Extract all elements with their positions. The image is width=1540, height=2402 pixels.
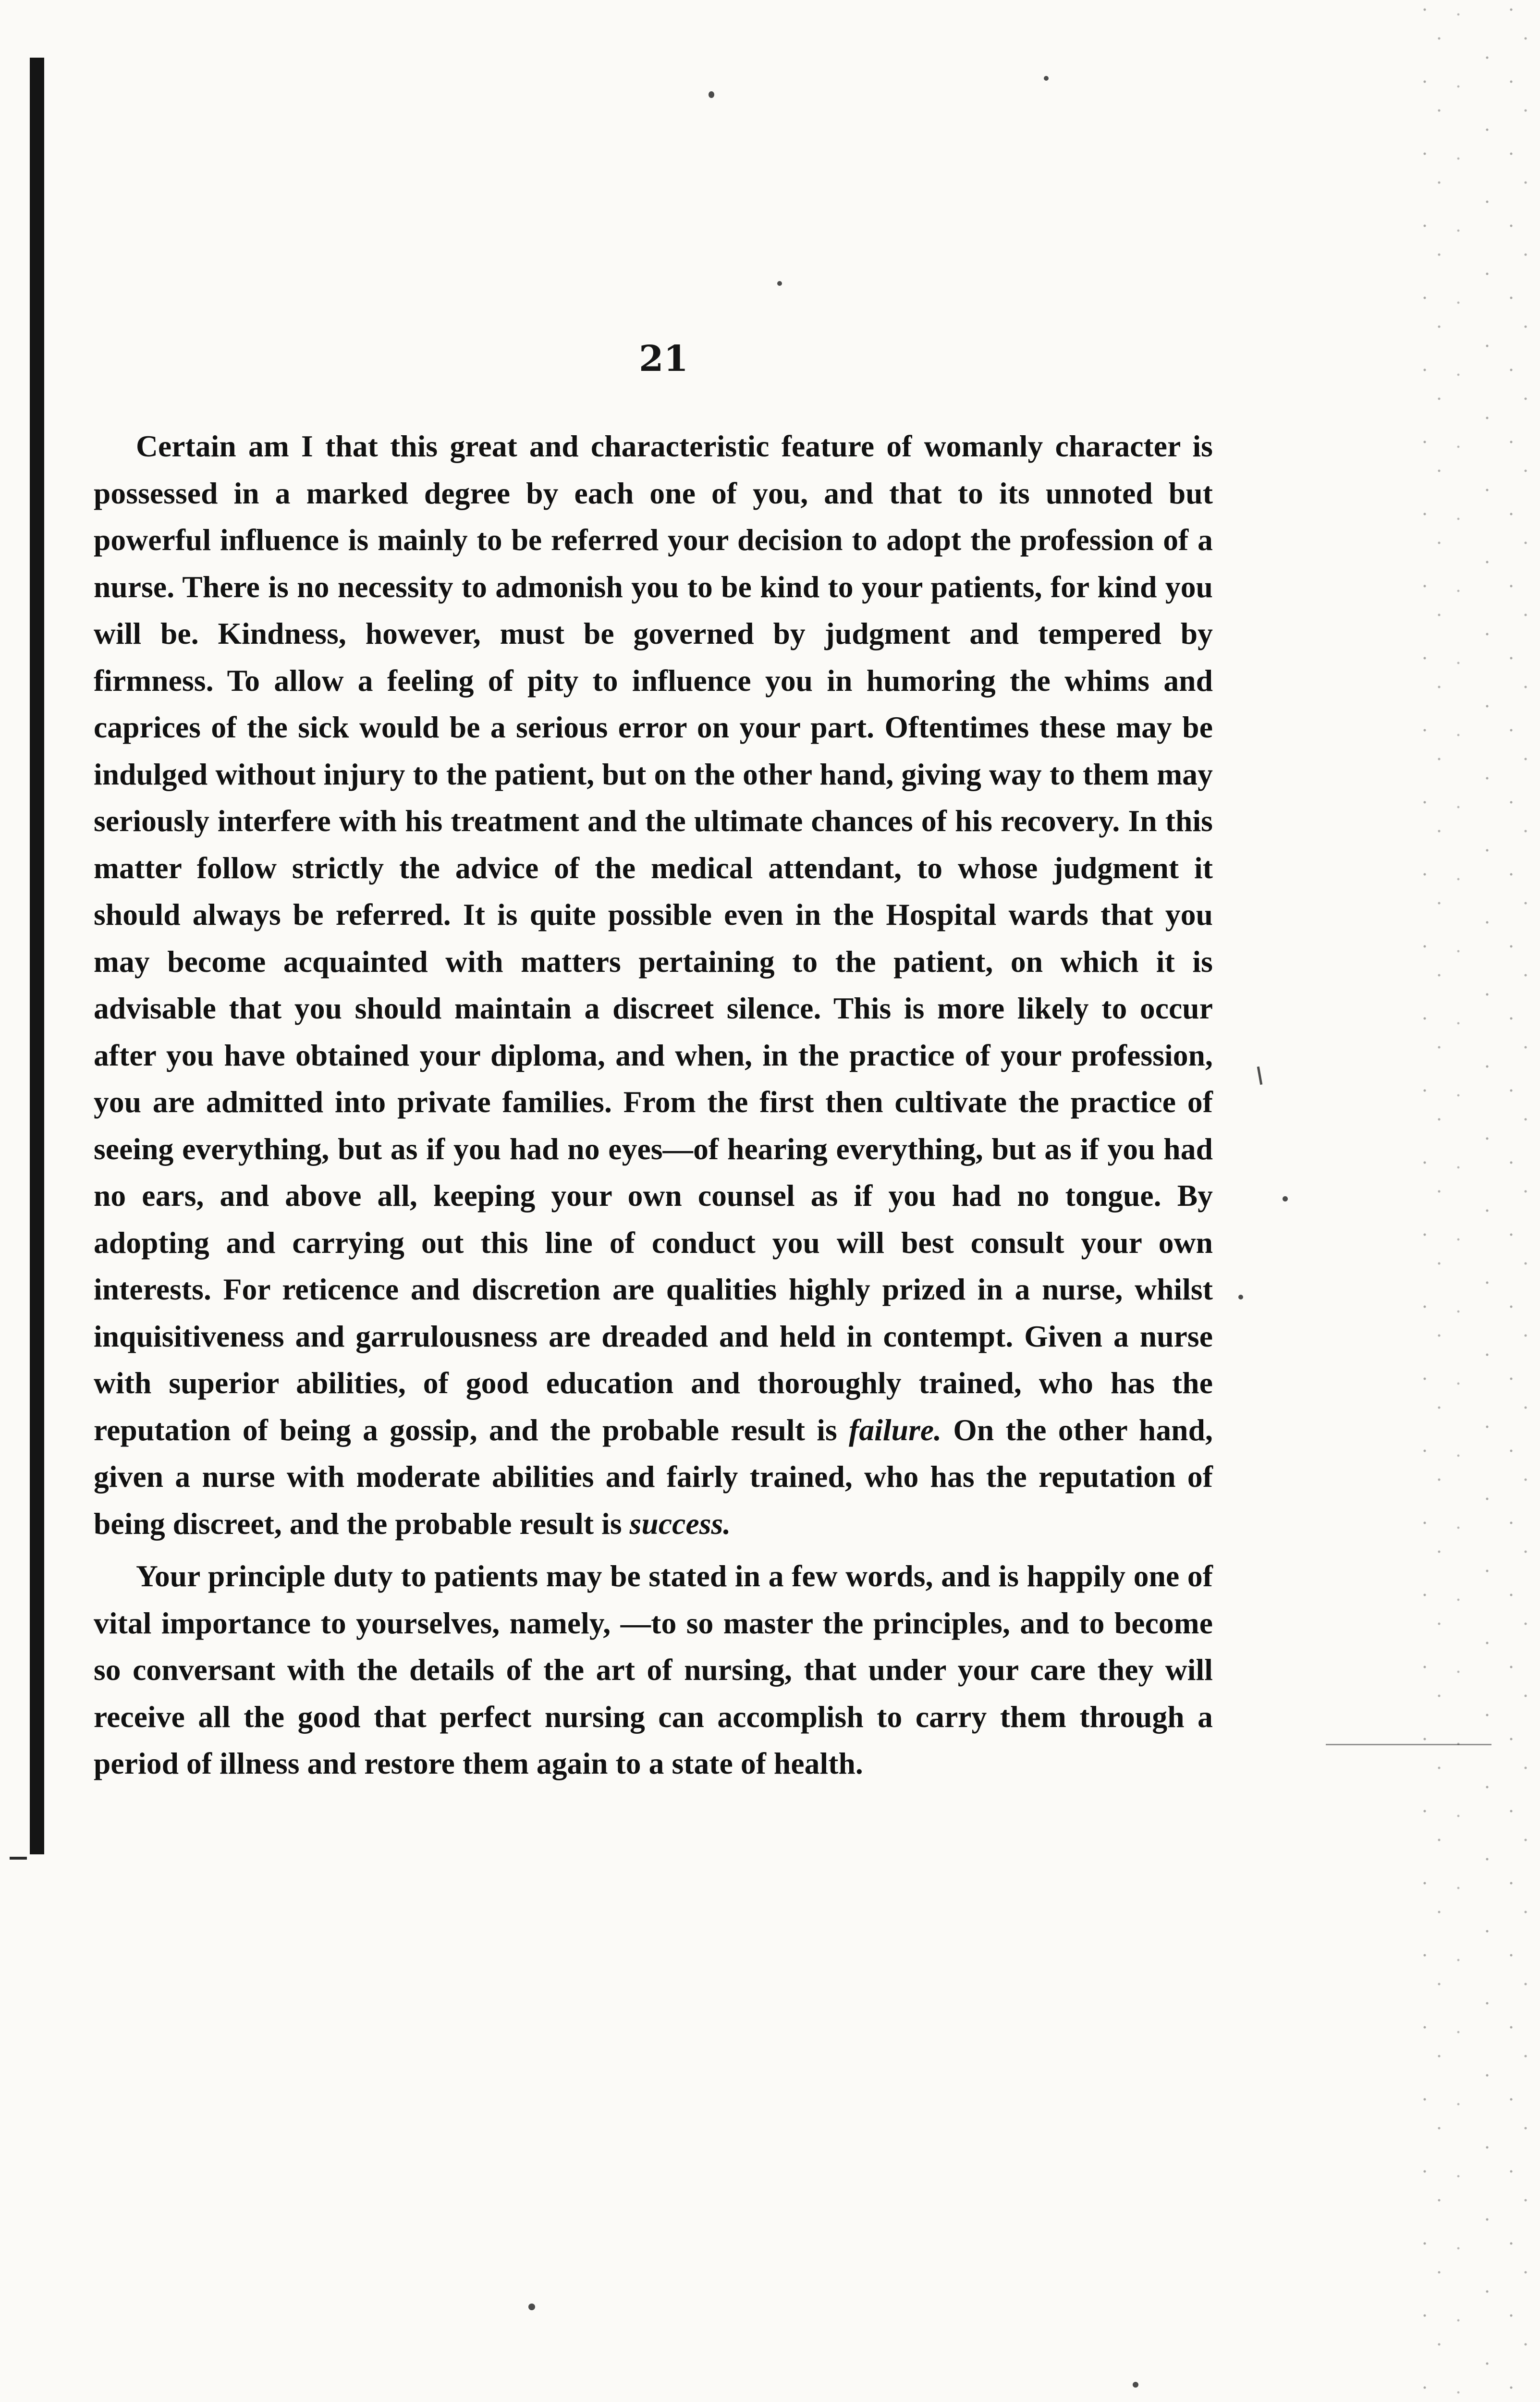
paragraph-1 bbox=[94, 423, 1213, 1547]
paper-speck bbox=[777, 281, 782, 286]
paragraph-2-text: Your principle duty to patients may be stated in a few words, and is happily one of vital importance to yourselves, namely, —to so master the principles, and to become so conversant with the details of the art of nursing, that under your care they will receive all the good that perfect nursing can accomplish to carry them through a period of illness and restore them again to a state of health. bbox=[94, 1559, 1213, 1780]
paper-speck bbox=[1238, 1295, 1243, 1299]
page-number: 21 bbox=[639, 338, 688, 380]
emphasis-success: success. bbox=[629, 1506, 731, 1541]
paper-speck bbox=[528, 2304, 535, 2310]
paper-mark bbox=[1257, 1066, 1263, 1085]
paper-speck bbox=[1283, 1196, 1288, 1201]
left-margin-mark bbox=[10, 1857, 27, 1860]
paragraph-2 bbox=[94, 1553, 1213, 1787]
paragraph-1-text: Certain am I that this great and characteristic feature of womanly character is possessed in a marked degree by each one of you, and that to its unnoted but powerful influence is mainly to be referred your decision to adopt the profession of a nurse. There is no necessity to admonish you to be kind to your patients, for kind you will be. Kindness, however, must be governed by judgment and tempered by firmness. To allow a feeling of pity to influence you in humoring the whims and caprices of the sick would be a serious error on your part. Oftentimes these may be indulged without injury to the patient, but on the other hand, giving way to them may seriously interfere with his treatment and the ultimate chances of his recovery. In this matter follow strictly the advice of the medical attendant, to whose judgment it should always be referred. It is quite possible even in the Hospital wards that you may become acquainted with matters pertaining to the patient, on which it is advisable that you should maintain a discreet silence. This is more likely to occur after you have obtained your diploma, and when, in the practice of your profession, you are admitted into private families. From the first then cultivate the practice of seeing everything, but as if you had no eyes—of hearing everything, but as if you had no ears, and above all, keeping your own counsel as if you had no tongue. By adopting and carrying out this line of conduct you will best consult your own interests. For reticence and discretion are qualities highly prized in a nurse, whilst inquisitiveness and garrulousness are dreaded and held in contempt. Given a nurse with superior abilities, of good education and thoroughly trained, who has the reputation of being a gossip, and the probable result is bbox=[94, 429, 1213, 1447]
paper-speck bbox=[1133, 2382, 1138, 2388]
paper-speck bbox=[709, 91, 714, 98]
paragraph-1-middle-text: On the other hand, given a nurse with moderate abilities and fairly trained, who has the reputation of being discreet, and the probable result is bbox=[94, 1412, 1213, 1541]
left-binding-shadow bbox=[30, 58, 44, 1854]
right-edge-speckle bbox=[1420, 0, 1540, 2402]
paper-speck bbox=[1044, 76, 1049, 81]
emphasis-failure: failure. bbox=[849, 1412, 942, 1447]
body-text bbox=[94, 423, 1213, 1787]
paper-mark bbox=[1326, 1744, 1491, 1745]
